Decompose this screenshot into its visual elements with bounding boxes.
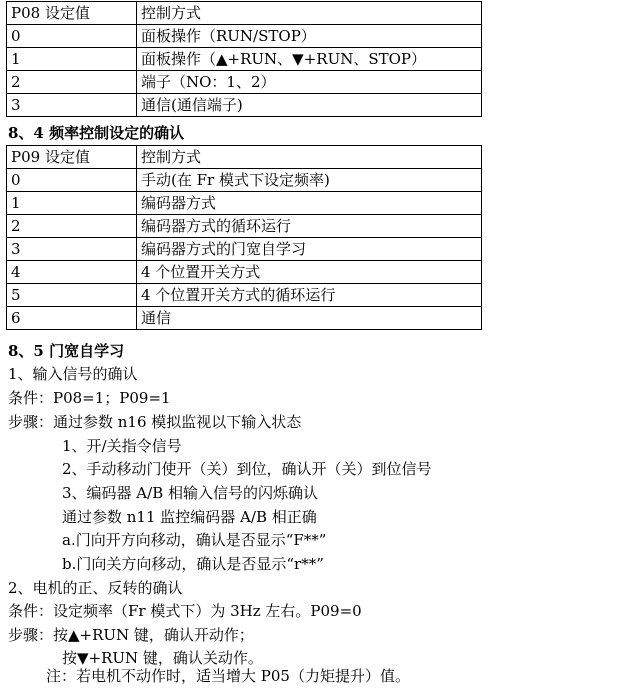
note-line: 注：若电机不动作时，适当增大 P05（力矩提升）值。 xyxy=(46,667,410,685)
table-cell: 2 xyxy=(7,71,137,94)
table-cell: 0 xyxy=(7,25,137,48)
table-cell: 面板操作（RUN/STOP） xyxy=(137,25,482,48)
condition-line: 条件：设定频率（Fr 模式下）为 3Hz 左右。P09=0 xyxy=(8,602,362,620)
section-heading: 8、4 频率控制设定的确认 xyxy=(8,124,185,142)
table-row xyxy=(7,307,482,330)
table-cell: 编码器方式的循环运行 xyxy=(137,215,482,238)
table-cell: 编码器方式的门宽自学习 xyxy=(137,238,482,261)
table-row xyxy=(7,261,482,284)
table-header-cell: 控制方式 xyxy=(137,146,482,169)
p08-table xyxy=(6,1,482,117)
table-cell: 3 xyxy=(7,94,137,117)
table-cell: 1 xyxy=(7,192,137,215)
step-item: 2、手动移动门使开（关）到位，确认开（关）到位信号 xyxy=(62,460,432,478)
table-cell: 2 xyxy=(7,215,137,238)
table-row xyxy=(7,48,482,71)
table-cell: 3 xyxy=(7,238,137,261)
step-item: a.门向开方向移动，确认是否显示“F**” xyxy=(62,531,327,549)
step-item: 3、编码器 A/B 相输入信号的闪烁确认 xyxy=(62,484,318,502)
table-row xyxy=(7,215,482,238)
table-row xyxy=(7,192,482,215)
table-cell: 4 xyxy=(7,261,137,284)
table-header-cell: P09 设定值 xyxy=(7,146,137,169)
table-cell: 端子（NO：1、2） xyxy=(137,71,482,94)
table-cell: 4 个位置开关方式的循环运行 xyxy=(137,284,482,307)
step-line: 步骤：按▲+RUN 键，确认开动作； xyxy=(8,626,254,644)
step-line: 步骤：通过参数 n16 模拟监视以下输入状态 xyxy=(8,413,302,431)
step-heading: 2、电机的正、反转的确认 xyxy=(8,579,183,597)
table-cell: 6 xyxy=(7,307,137,330)
table-cell: 通信(通信端子) xyxy=(137,94,482,117)
table-cell: 面板操作（▲+RUN、▼+RUN、STOP） xyxy=(137,48,482,71)
table-row xyxy=(7,238,482,261)
table-row xyxy=(7,25,482,48)
table-cell: 0 xyxy=(7,169,137,192)
condition-line: 条件：P08=1；P09=1 xyxy=(8,389,171,407)
table-row xyxy=(7,284,482,307)
table-row xyxy=(7,71,482,94)
section-heading: 8、5 门宽自学习 xyxy=(8,342,125,360)
table-cell: 5 xyxy=(7,284,137,307)
table-cell: 4 个位置开关方式 xyxy=(137,261,482,284)
step-heading: 1、输入信号的确认 xyxy=(8,365,138,383)
table-cell: 通信 xyxy=(137,307,482,330)
table-header-cell: P08 设定值 xyxy=(7,2,137,25)
table-cell: 1 xyxy=(7,48,137,71)
table-cell: 手动(在 Fr 模式下设定频率) xyxy=(137,169,482,192)
p09-table xyxy=(6,145,482,330)
table-header-row xyxy=(7,2,482,25)
step-item: 1、开/关指令信号 xyxy=(62,437,182,455)
step-item: b.门向关方向移动，确认是否显示“r**” xyxy=(62,555,324,573)
table-row xyxy=(7,94,482,117)
table-header-cell: 控制方式 xyxy=(137,2,482,25)
step-item: 按▼+RUN 键，确认关动作。 xyxy=(62,649,263,667)
table-row xyxy=(7,169,482,192)
step-item: 通过参数 n11 监控编码器 A/B 相正确 xyxy=(62,508,317,526)
table-header-row xyxy=(7,146,482,169)
table-cell: 编码器方式 xyxy=(137,192,482,215)
